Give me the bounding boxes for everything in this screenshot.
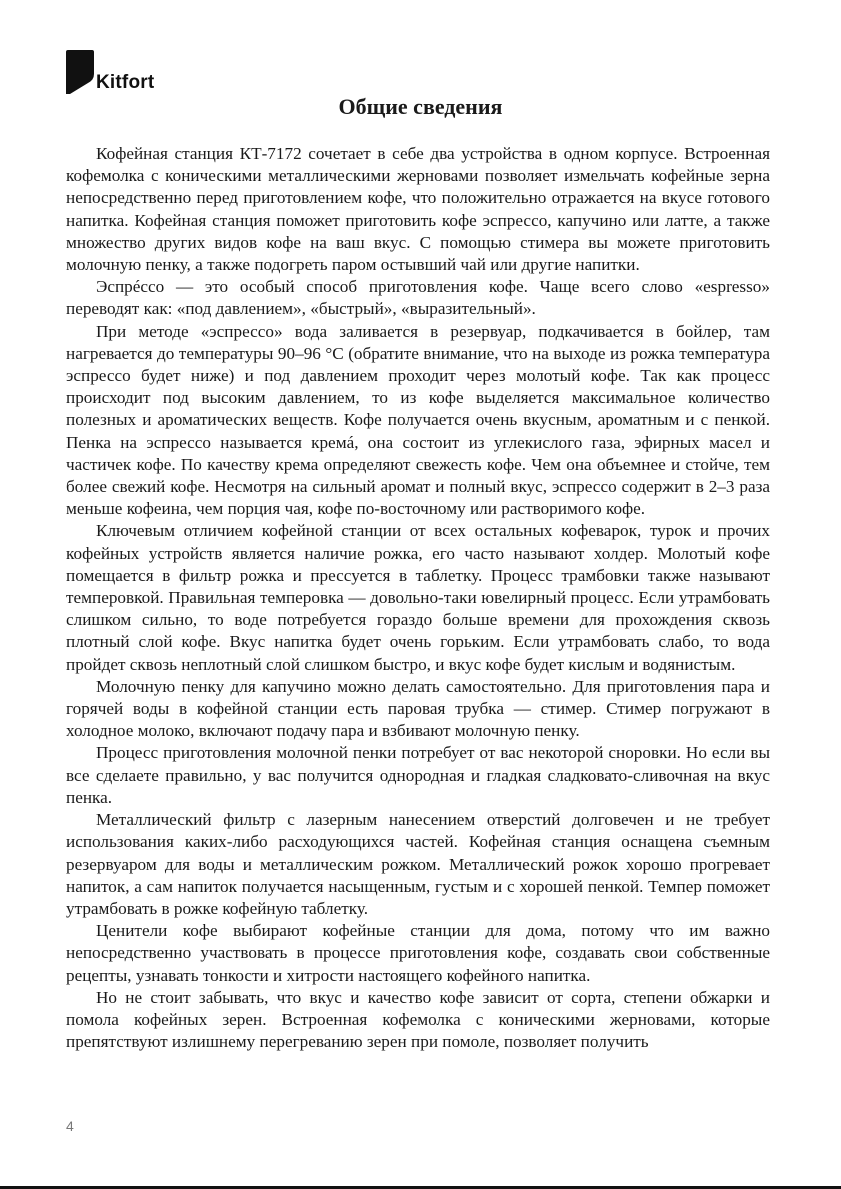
page-number: 4 [66,1118,74,1134]
paragraph: Кофейная станция КТ-7172 сочетает в себе два устройства в одном корпусе. Встроенная кофемолка с коническими металлическими жерновами позволяет измельчать кофейные зерна непосредственно перед приготовлением кофе, что положительно отражается на вкусе готового напитка. Кофейная станция поможет приготовить кофе эспрессо, капучино или латте, а также множество других видов кофе на ваш вкус. С помощью стимера вы можете приготовить молочную пенку, а также подогреть паром остывший чай или другие напитки. [66,144,770,275]
paragraph: Молочную пенку для капучино можно делать самостоятельно. Для приготовления пара и горячей воды в кофейной станции есть паровая трубка — стимер. Стимер погружают в холодное молоко, включают подачу пара и взбивают молочную пенку. [66,676,770,741]
body-text [66,143,770,1053]
paragraph: При методе «эспрессо» вода заливается в резервуар, подкачивается в бойлер, там нагревается до температуры 90–96 °C (обратите внимание, что на выходе из рожка температура эспрессо будет ниже) и под давлением проходит через молотый кофе. Так как процесс происходит под высоким давлением, то из кофе выделяется максимальное количество полезных и ароматических веществ. Кофе получается очень вкусным, ароматным и с пенкой. Пенка на эспрессо называется кремá, она состоит из углекислого газа, эфирных масел и частичек кофе. По качеству крема определяют свежесть кофе. Чем она объемнее и стойче, тем более свежий кофе. Несмотря на сильный аромат и полный вкус, эспрессо содержит в 2–3 раза меньше кофеина, чем порция чая, кофе по-восточному или растворимого кофе. [66,321,770,519]
brand-name: Kitfort [96,72,155,93]
kitfort-logo-icon [66,50,94,94]
paragraph: Но не стоит забывать, что вкус и качество кофе зависит от сорта, степени обжарки и помола кофейных зерен. Встроенная кофемолка с коническими жерновами, которые препятствуют излишнему перегреванию зерен при помоле, позволяет получить [66,987,770,1052]
page-title: Общие сведения [338,94,503,119]
paragraph: Процесс приготовления молочной пенки потребует от вас некоторой сноровки. Но если вы все сделаете правильно, у вас получится однородная и гладкая сладковато-сливочная на вкус пенка. [66,743,770,807]
paragraph: Эспрéссо — это особый способ приготовления кофе. Чаще всего слово «espresso» переводят как: «под давлением», «быстрый», «выразительный». [66,277,770,319]
brand-logo [66,50,154,94]
paragraph: Ценители кофе выбирают кофейные станции для дома, потому что им важно непосредственно участвовать в процессе приготовления кофе, создавать свои собственные рецепты, узнавать тонкости и хитрости настоящего кофейного напитка. [66,921,770,985]
paragraph: Металлический фильтр с лазерным нанесением отверстий долговечен и не требует использования каких-либо расходующихся частей. Кофейная станция оснащена съемным резервуаром для воды и металлическим рожком. Металлический рожок хорошо прогревает напиток, а сам напиток получается насыщенным, густым и с хорошей пенкой. Темпер поможет утрамбовать в рожке кофейную таблетку. [66,810,770,918]
paragraph: Ключевым отличием кофейной станции от всех остальных кофеварок, турок и прочих кофейных устройств является наличие рожка, его часто называют холдер. Молотый кофе помещается в фильтр рожка и прессуется в таблетку. Процесс трамбовки также называют темперовкой. Правильная темперовка — довольно-таки ювелирный процесс. Если утрамбовать слишком сильно, то воде потребуется гораздо больше времени для прохождения сквозь плотный слой кофе. Вкус напитка будет очень горьким. Если утрамбовать слабо, то вода пройдет сквозь неплотный слой слишком быстро, и вкус кофе будет кислым и водянистым. [66,521,770,674]
